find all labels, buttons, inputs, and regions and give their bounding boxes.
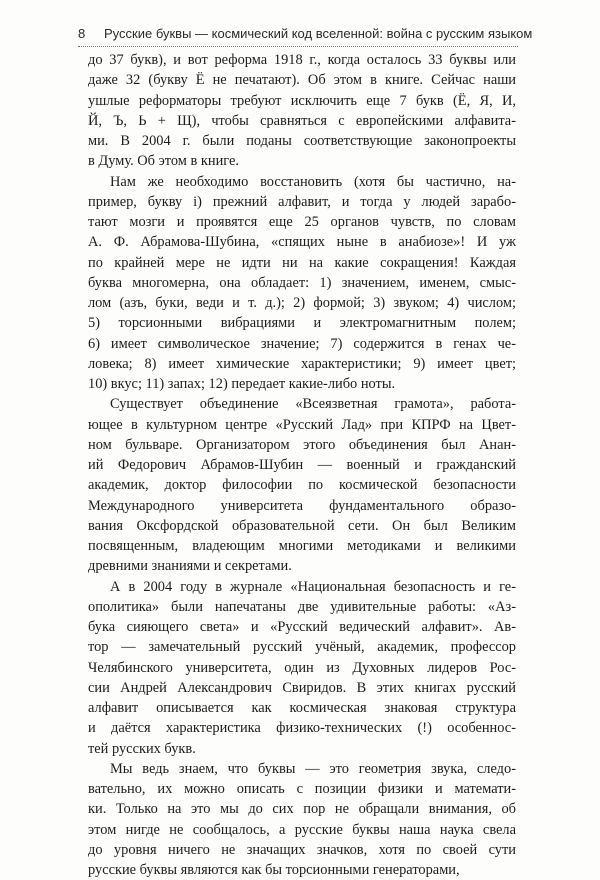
text-line: ми. В 2004 г. были поданы соответствующие законопроекты [88, 133, 516, 149]
text-line: пример, букву i) прежний алфавит, и тогда у людей зарабо- [88, 193, 516, 210]
text-line: 5) торсионными вибрациями и электромагнитным полем; [88, 315, 516, 332]
text-line: тей русских букв. [88, 740, 196, 757]
text-line: и даётся характеристика физико-технических (!) особеннос- [88, 720, 516, 737]
text-line: А в 2004 году в журнале «Национальная безопасность и ге- [110, 578, 516, 595]
text-line: ушлые реформаторы требуют исключить еще 7 букв (Ё, Я, И, [88, 92, 516, 109]
text-line: тор — замечательный русский учёный, академик, профессор [88, 639, 516, 656]
paragraph [88, 172, 516, 395]
text-line: ном бульваре. Организатором этого объединения был Анан- [88, 436, 516, 453]
running-head-title: Русские буквы — космический код вселенной: война с русским языком [104, 26, 533, 41]
text-line: Существует объединение «Всеязветная грамота», работа- [110, 396, 516, 413]
text-line: ополитика» были напечатаны две удивительные работы: «Аз- [88, 598, 516, 615]
text-line: А. Ф. Абрамова-Шубина, «спящих ныне в анабиозе»! И уж [88, 234, 516, 251]
text-line: посвященным, владеющим многими методиками и великими [88, 538, 516, 554]
text-line: Челябинского университета, один из Духовных лидеров Рос- [88, 659, 516, 676]
text-line: древними знаниями и секретами. [88, 558, 292, 575]
text-line: сии Андрей Александрович Свиридов. В этих книгах русский [88, 679, 516, 696]
text-line: вательно, их можно описать с позиции физики и математи- [88, 781, 516, 797]
text-line: ий Федорович Абрамов-Шубин — военный и гражданский [88, 457, 516, 473]
text-line: по крайней мере не идти ни на какие сокращения! Каждая [88, 254, 516, 271]
text-line: ловека; 8) имеет химические характеристики; 9) имеет цвет; [88, 355, 516, 372]
text-line: Нам же необходимо восстановить (хотя бы частично, на- [110, 173, 516, 190]
text-line: ющее в культурном центре «Русский Лад» при КПРФ на Цвет- [88, 416, 516, 433]
text-line: даже 32 (букву Ё не печатают). Об этом в книге. Сейчас наши [88, 72, 516, 89]
text-line: Мы ведь знаем, что буквы — это геометрия звука, следо- [110, 760, 516, 777]
text-line: 6) имеет символическое значение; 7) содержится в генах че- [88, 335, 516, 352]
text-line: лом (азъ, буки, веди и т. д.); 2) формой; 3) звуком; 4) числом; [88, 295, 516, 311]
text-line: этом нигде не сообщалось, а русские буквы наша наука свела [88, 821, 516, 838]
text-line: алфавит описывается как космическая знаковая структура [88, 700, 516, 716]
text-line: ки. Только на это мы до сих пор не обращали внимания, об [88, 801, 516, 818]
paragraph [88, 394, 516, 576]
text-line: Международного университета фундаментального образо- [88, 497, 516, 514]
paragraph [88, 50, 516, 172]
text-line: вания Оксфордской образовательной сети. Он был Великим [88, 517, 516, 534]
text-line: Й, Ъ, Ь + Щ), чтобы сравняться с европейскими алфавита- [88, 112, 516, 129]
page-number: 8 [78, 26, 86, 41]
text-line: тают мозги и проявятся еще 25 органов чувств, по словам [88, 214, 516, 230]
text-line: в Думу. Об этом в книге. [88, 153, 239, 170]
body-text [88, 50, 516, 880]
paragraph [88, 759, 516, 880]
text-line: до 37 букв), и вот реформа 1918 г., когда осталось 33 буквы или [88, 52, 516, 68]
text-line: русские буквы являются как бы торсионными генераторами, [88, 862, 460, 878]
text-line: до уровня ничего не значащих значков, хотя по своей сути [88, 841, 516, 858]
text-line: буква многомерна, она обладает: 1) значением, именем, смыс- [88, 274, 516, 291]
text-line: 10) вкус; 11) запах; 12) передает какие-либо ноты. [88, 376, 396, 392]
paragraph [88, 577, 516, 759]
text-line: бука сияющего света» и «Русский ведический алфавит». Ав- [88, 619, 516, 635]
running-head [78, 22, 533, 47]
text-line: академик, доктор философии по космической безопасности [88, 477, 516, 494]
